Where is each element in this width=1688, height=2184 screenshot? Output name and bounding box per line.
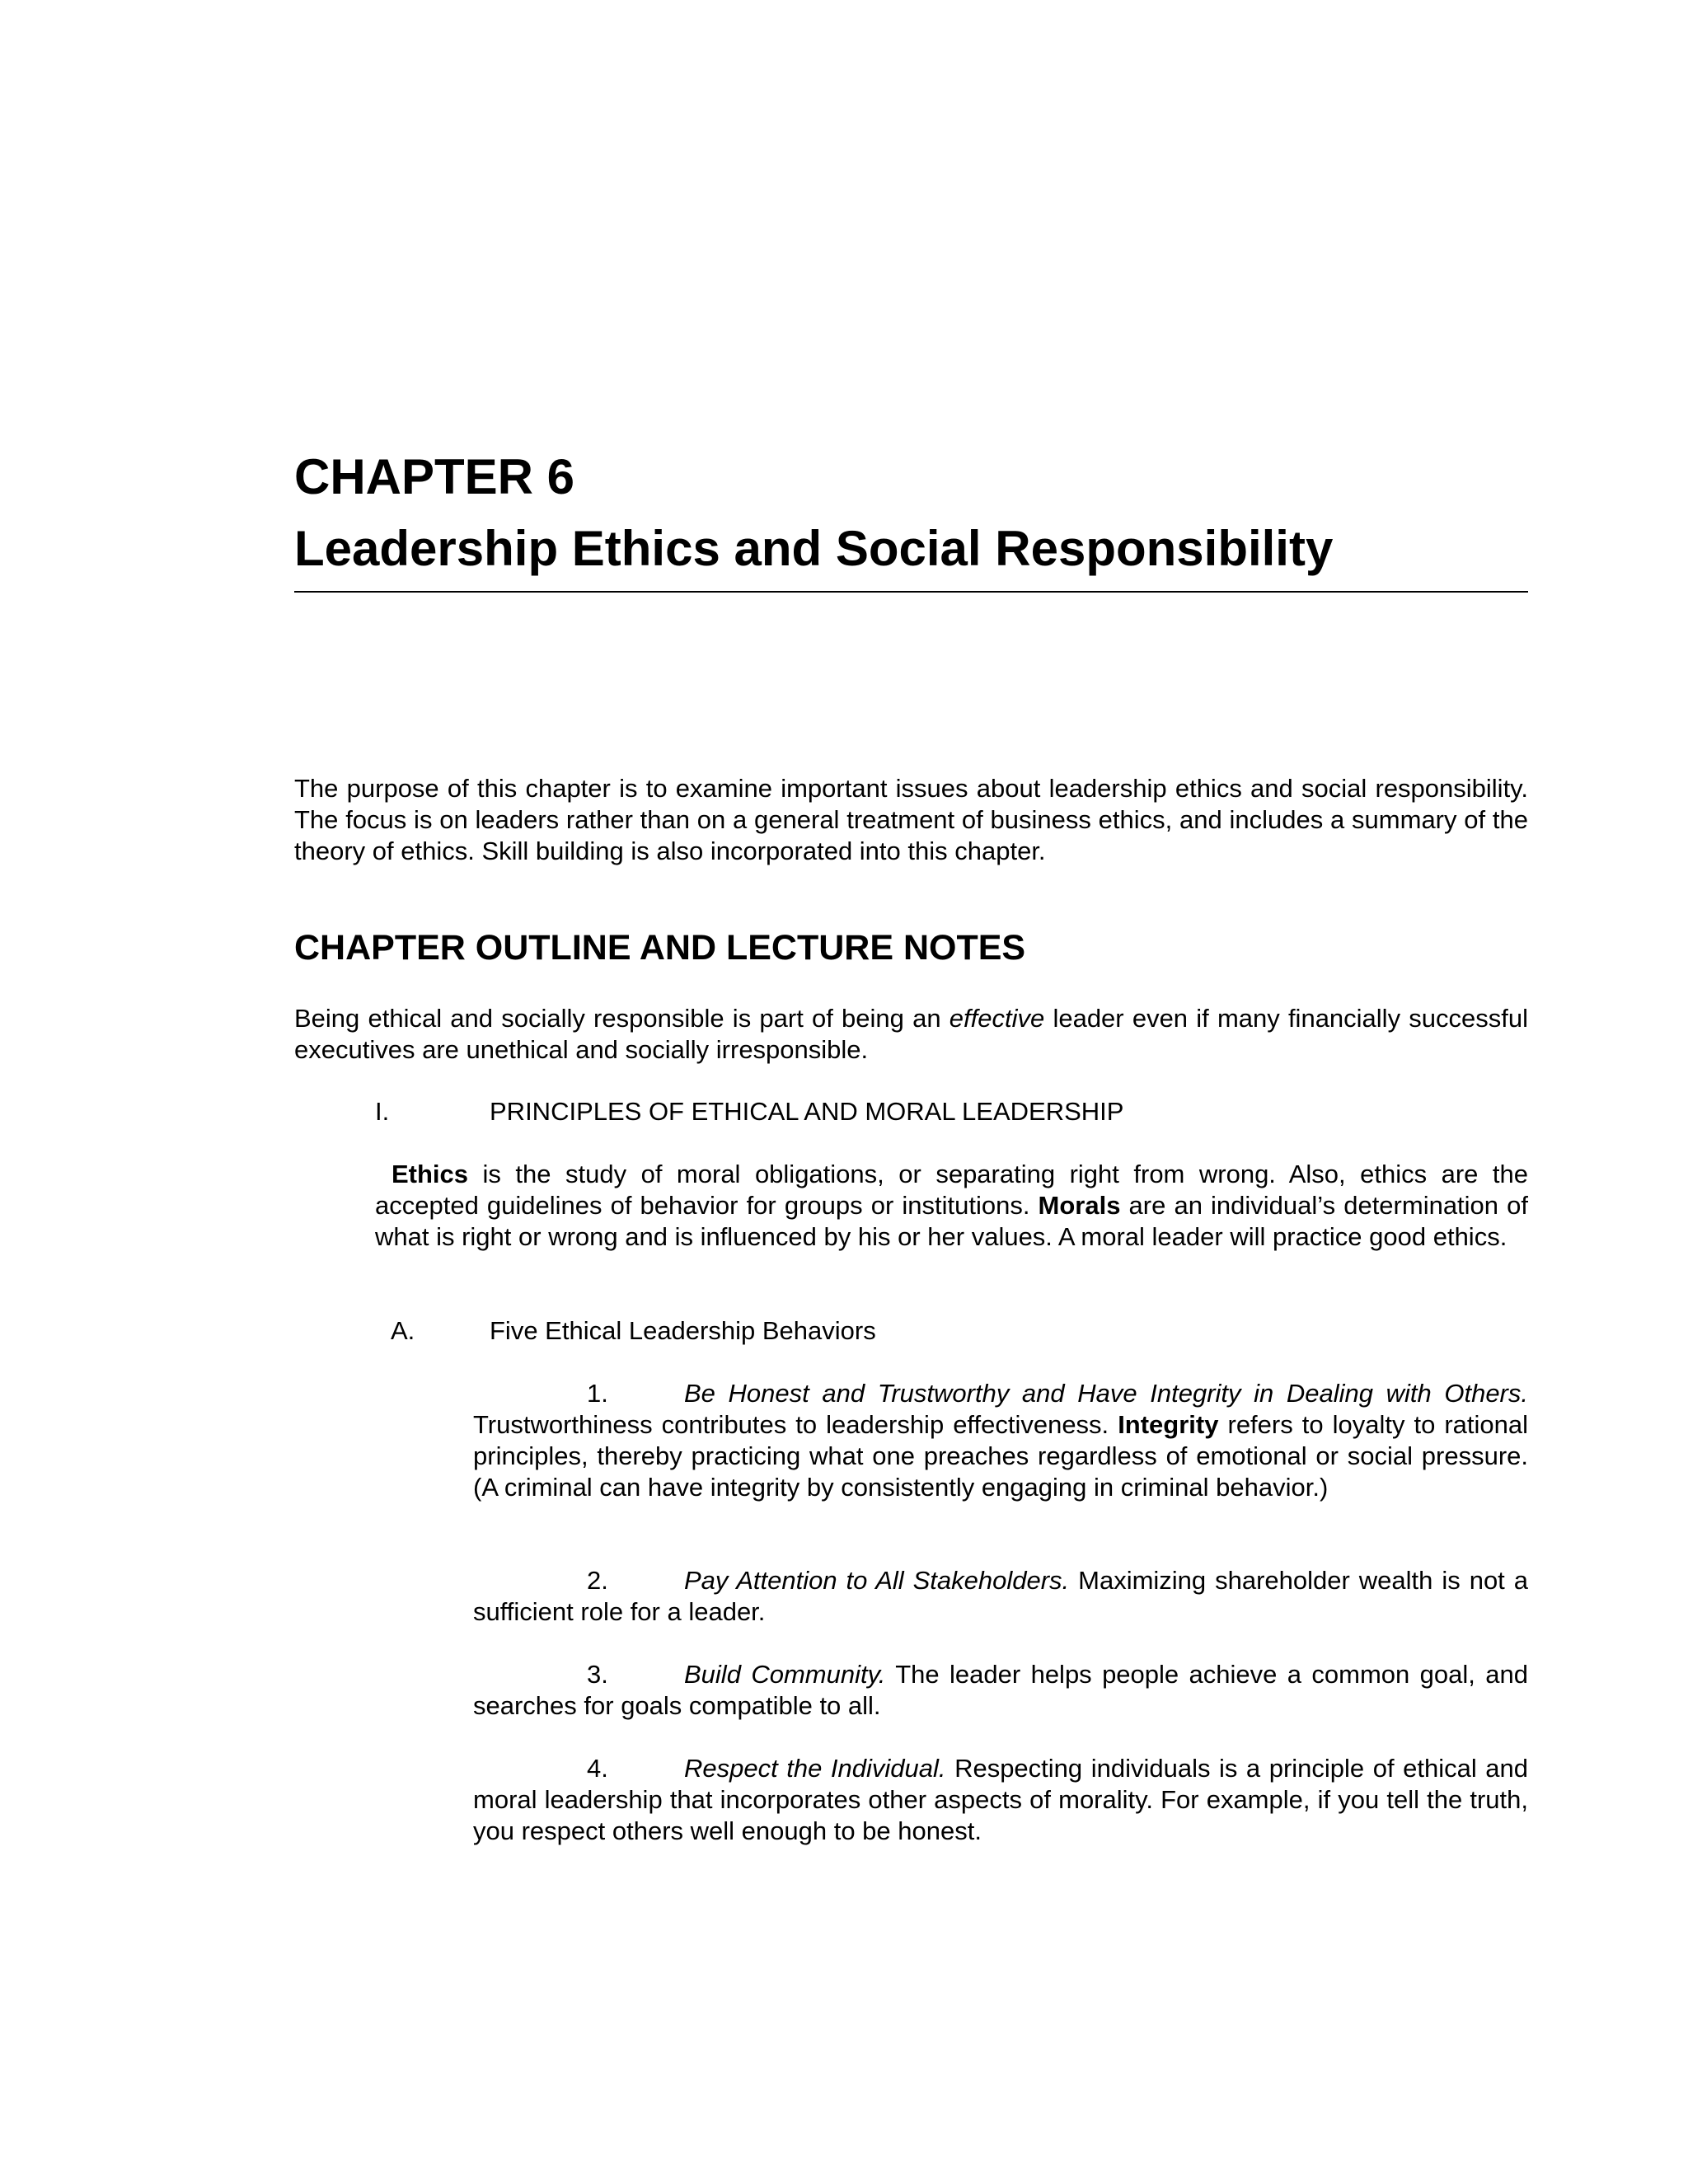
purpose-paragraph: The purpose of this chapter is to examine important issues about leadership ethics and social responsibility. The focus is on leaders rather than on a general treatment of business ethics, and includes a summary of the theory of ethics. Skill building is also incorporated into this chapter. <box>294 774 1528 865</box>
subsection-a-title: Five Ethical Leadership Behaviors <box>490 1316 876 1345</box>
morals-definition: are an individual’s determination of what is right or wrong and is influenced by his or her values. A moral leader will practice good ethics. <box>375 1191 1528 1251</box>
list-item-title: Respect the Individual. <box>684 1754 946 1783</box>
list-item-text: Maximizing shareholder wealth is not a sufficient role for a leader. <box>473 1566 1528 1626</box>
list-item-text: refers to loyalty to rational principles, thereby practicing what one preaches regardless of emotional or social pressure. (A criminal can have integrity by consistently engaging in criminal behavior.) <box>473 1410 1528 1502</box>
list-item-number: 2. <box>587 1566 608 1595</box>
intro-emphasis: effective <box>949 1004 1045 1033</box>
term-ethics: Ethics <box>392 1160 469 1188</box>
subsection-a-marker: A. <box>391 1316 415 1345</box>
ethics-paragraph <box>375 1159 1528 1253</box>
intro-text-end: leader even if many financially successful executives are unethical and socially irresponsible. <box>294 1004 1528 1064</box>
list-item-title: Be Honest and Trustworthy and Have Integrity in Dealing with Others. <box>684 1379 1528 1408</box>
list-item-text: The leader helps people achieve a common goal, and searches for goals compatible to all. <box>473 1660 1528 1720</box>
term-morals: Morals <box>1038 1191 1121 1220</box>
list-item <box>473 1378 1528 1503</box>
section-i-title: PRINCIPLES OF ETHICAL AND MORAL LEADERSHIP <box>490 1097 1124 1126</box>
term-integrity: Integrity <box>1118 1410 1219 1439</box>
ethics-definition: is the study of moral obligations, or separating right from wrong. Also, ethics are the accepted guidelines of behavior for groups or institutions. <box>375 1160 1528 1220</box>
list-item-title: Pay Attention to All Stakeholders. <box>684 1566 1070 1595</box>
list-item-number: 3. <box>587 1660 608 1689</box>
list-item <box>473 1753 1528 1847</box>
chapter-title: Leadership Ethics and Social Responsibility <box>294 521 1334 576</box>
list-item <box>473 1659 1528 1722</box>
list-item-number: 4. <box>587 1754 608 1783</box>
intro-text-start: Being ethical and socially responsible is part of being an <box>294 1004 950 1033</box>
chapter-number: CHAPTER 6 <box>294 449 575 504</box>
title-divider <box>294 591 1528 593</box>
list-item-title: Build Community. <box>684 1660 886 1689</box>
outline-heading: CHAPTER OUTLINE AND LECTURE NOTES <box>294 928 1026 968</box>
list-item-number: 1. <box>587 1379 608 1408</box>
outline-intro-paragraph <box>294 1003 1528 1066</box>
list-item-text: Respecting individuals is a principle of ethical and moral leadership that incorporates other aspects of morality. For example, if you tell the truth, you respect others well enough to be honest. <box>473 1754 1528 1845</box>
list-item <box>473 1565 1528 1628</box>
section-i-marker: I. <box>375 1097 390 1126</box>
list-item-text: Trustworthiness contributes to leadership effectiveness. <box>473 1410 1118 1439</box>
